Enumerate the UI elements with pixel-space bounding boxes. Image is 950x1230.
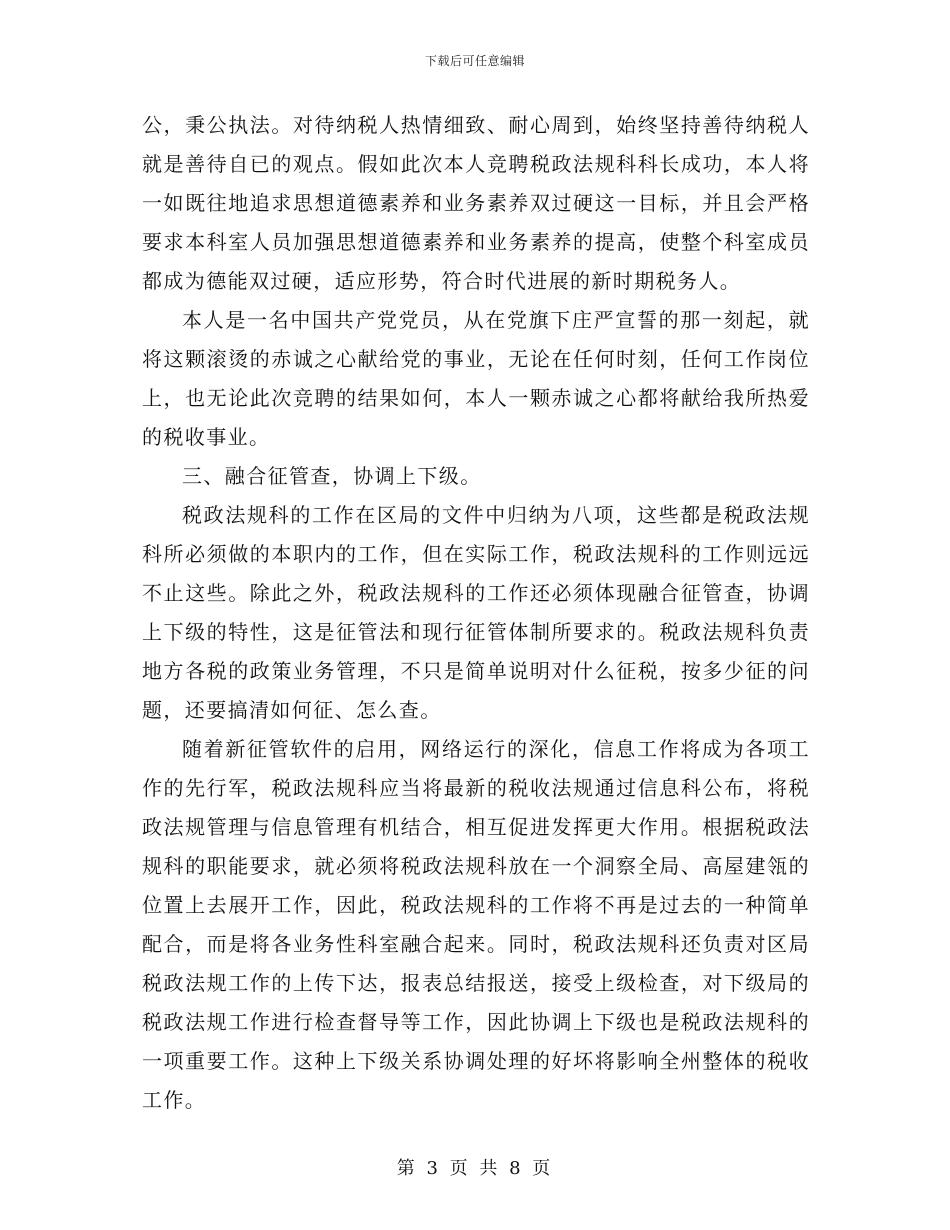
section-heading: 三、融合征管查，协调上下级。 xyxy=(182,464,482,488)
document-body xyxy=(142,106,810,1120)
paragraph-continuation: 公，秉公执法。对待纳税人热情细致、耐心周到，始终坚持善待纳税人就是善待自已的观点。假如此次本人竞聘税政法规科科长成功，本人将一如既往地追求思想道德素养和业务素养双过硬这一目标，并且会严格要求本科室人员加强思想道德素养和业务素养的提高，使整个科室成员都成为德能双过硬，适应形势，符合时代进展的新时期税务人。 xyxy=(142,113,810,293)
paragraph-information-work: 随着新征管软件的启用，网络运行的深化，信息工作将成为各项工作的先行军，税政法规科应当将最新的税收法规通过信息科公布，将税政法规管理与信息管理有机结合，相互促进发挥更大作用。根据税政法规科的职能要求，就必须将税政法规科放在一个洞察全局、高屋建瓴的位置上去展开工作，因此，税政法规科的工作将不再是过去的一种简单配合，而是将各业务性科室融合起来。同时，税政法规科还负责对区局税政法规工作的上传下达，报表总结报送，接受上级检查，对下级局的税政法规工作进行检查督导等工作，因此协调上下级也是税政法规科的一项重要工作。这种上下级关系协调处理的好坏将影响全州整体的税收工作。 xyxy=(142,737,810,1112)
paragraph-party-member: 本人是一名中国共产党党员，从在党旗下庄严宣誓的那一刻起，就将这颗滚烫的赤诚之心献给党的事业，无论在任何时刻，任何工作岗位上，也无论此次竞聘的结果如何，本人一颗赤诚之心都将献给我所热爱的税收事业。 xyxy=(142,308,810,449)
page-header: 下载后可任意编辑 xyxy=(424,54,525,68)
page-number: 第 3 页 共 8 页 xyxy=(396,1158,554,1179)
paragraph-tax-law-duties: 税政法规科的工作在区局的文件中归纳为八项，这些都是税政法规科所必须做的本职内的工作，但在实际工作，税政法规科的工作则远远不止这些。除此之外，税政法规科的工作还必须体现融合征管查，协调上下级的特性，这是征管法和现行征管体制所要求的。税政法规科负责地方各税的政策业务管理，不只是简单说明对什么征税，按多少征的问题，还要搞清如何征、怎么查。 xyxy=(142,503,810,722)
